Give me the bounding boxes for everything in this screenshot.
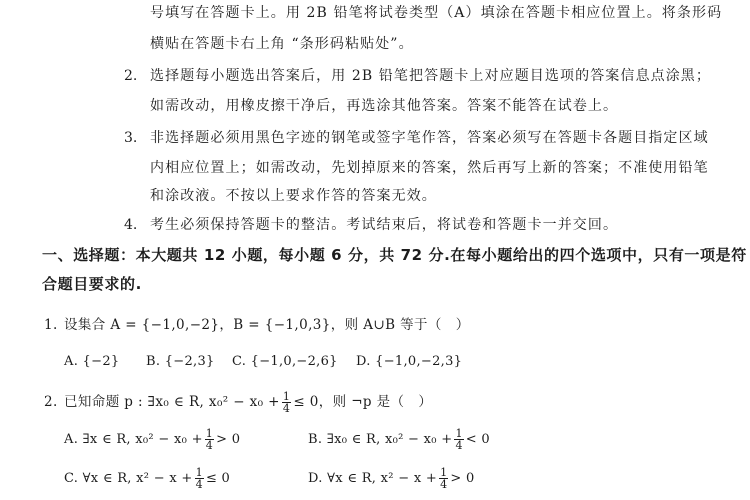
option-d-expression: D. ∀x ∈ R, x² − x + — [308, 471, 438, 486]
fraction-one-quarter — [282, 391, 291, 414]
option-b-expression: B. ∃x₀ ∈ R, x₀² − x₀ + — [308, 432, 453, 447]
question-1-option-b: B. {−2,3} — [146, 354, 215, 369]
fraction-one-quarter — [205, 428, 214, 451]
fraction-denominator: 4 — [455, 439, 463, 452]
fraction-numerator: 1 — [440, 466, 448, 479]
question-1-option-d: D. {−1,0,−2,3} — [356, 354, 463, 369]
question-2-stem-pre: 已知命题 p : ∃x₀ ∈ R, x₀² − x₀ + — [64, 394, 280, 410]
fraction-one-quarter — [454, 428, 463, 451]
instruction-4-line-1: 考生必须保持答题卡的整洁。考试结束后，将试卷和答题卡一并交回。 — [150, 217, 619, 233]
fraction-denominator: 4 — [195, 478, 203, 491]
instruction-3-line-1: 非选择题必须用黑色字迹的钢笔或签字笔作答，答案必须写在答题卡各题目指定区域 — [150, 130, 709, 146]
option-d-relation: > 0 — [450, 471, 475, 486]
section-heading-line-2: 合题目要求的. — [42, 275, 142, 293]
instruction-3-number: 3. — [124, 130, 138, 146]
instruction-4-number: 4. — [124, 217, 138, 233]
question-2-stem-post: ≤ 0，则 ¬p 是（ ） — [293, 394, 433, 410]
instruction-3-line-3: 和涂改液。不按以上要求作答的答案无效。 — [150, 188, 437, 204]
fraction-one-quarter — [439, 467, 448, 490]
instruction-2-line-1: 选择题每小题选出答案后，用 2B 铅笔把答题卡上对应题目选项的答案信息点涂黑； — [150, 68, 711, 84]
fraction-one-quarter — [195, 467, 204, 490]
question-1-option-c: C. {−1,0,−2,6} — [232, 354, 338, 369]
option-c-expression: C. ∀x ∈ R, x² − x + — [64, 471, 193, 486]
instruction-3-line-2: 内相应位置上；如需改动，先划掉原来的答案，然后再写上新的答案；不准使用铅笔 — [150, 160, 709, 176]
question-2-stem — [64, 386, 432, 418]
fraction-denominator: 4 — [440, 478, 448, 491]
instruction-2-line-2: 如需改动，用橡皮擦干净后，再选涂其他答案。答案不能答在试卷上。 — [150, 98, 619, 114]
question-1-stem: 设集合 A = {−1,0,−2}，B = {−1,0,3}，则 A∪B 等于（ ） — [64, 317, 470, 333]
option-a-expression: A. ∃x ∈ R, x₀² − x₀ + — [64, 432, 203, 447]
question-2-number: 2. — [44, 394, 58, 410]
instruction-1-line-2: 横贴在答题卡右上角 “条形码粘贴处”。 — [150, 36, 414, 52]
question-2-option-a — [64, 424, 240, 456]
fraction-numerator: 1 — [205, 427, 214, 440]
fraction-numerator: 1 — [282, 390, 291, 403]
option-c-relation: ≤ 0 — [205, 471, 231, 486]
fraction-numerator: 1 — [195, 466, 203, 479]
instruction-2-number: 2. — [124, 68, 138, 84]
fraction-denominator: 4 — [282, 402, 291, 415]
question-2-option-b — [308, 424, 490, 456]
option-b-relation: < 0 — [465, 432, 490, 447]
fraction-denominator: 4 — [205, 439, 214, 452]
question-2-option-c — [64, 463, 230, 495]
question-1-number: 1. — [44, 317, 58, 333]
section-heading-line-1: 一、选择题：本大题共 12 小题，每小题 6 分，共 72 分.在每小题给出的四个选项中，只有一项是符 — [42, 246, 747, 264]
question-2-option-d — [308, 463, 475, 495]
fraction-numerator: 1 — [455, 427, 463, 440]
question-1-option-a: A. {−2} — [64, 354, 120, 369]
option-a-relation: > 0 — [216, 432, 241, 447]
instruction-1-line-1: 号填写在答题卡上。用 2B 铅笔将试卷类型（A）填涂在答题卡相应位置上。将条形码 — [150, 5, 723, 21]
